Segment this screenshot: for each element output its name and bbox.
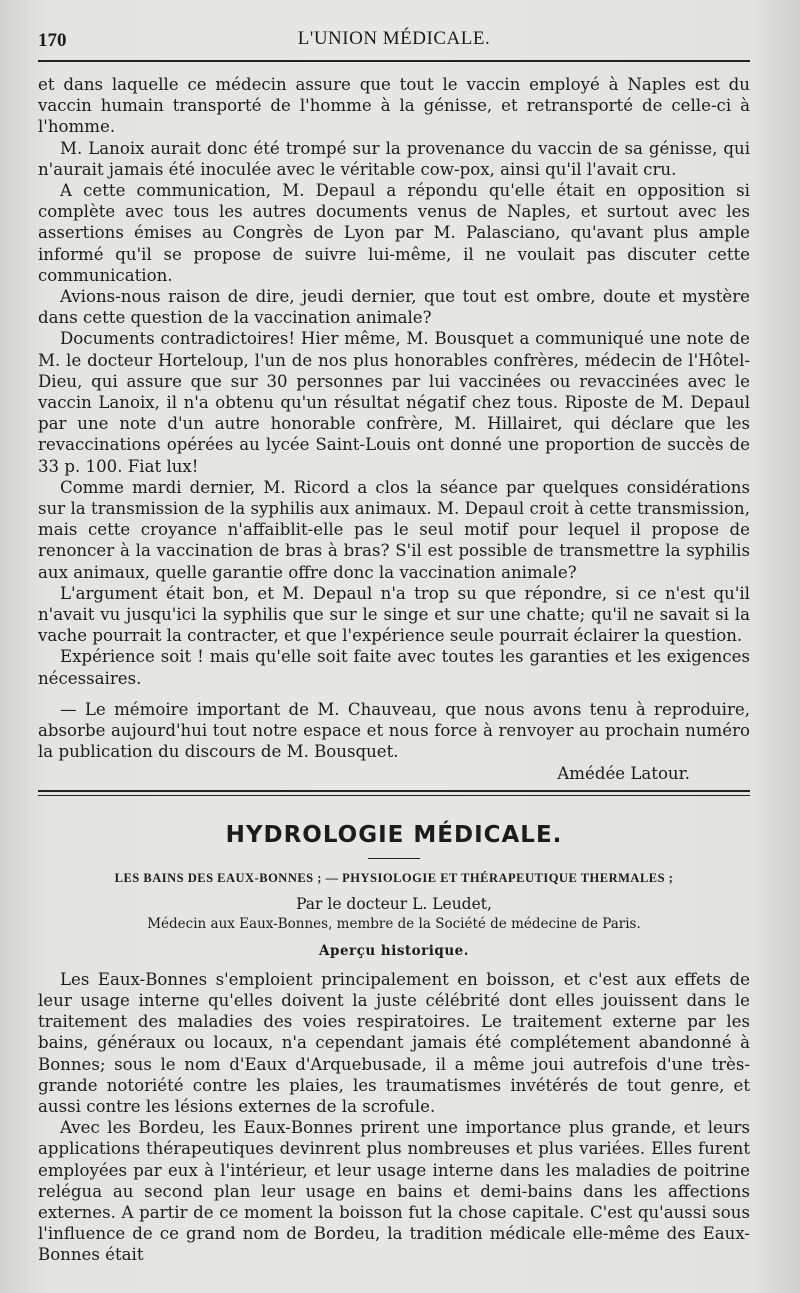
author-affiliation: Médecin aux Eaux-Bonnes, membre de la Société de médecine de Paris. [147, 915, 641, 932]
title-rule [368, 858, 420, 859]
paragraph: M. Lanoix aurait donc été trompé sur la provenance du vaccin de sa génisse, qui n'aurait jamais été inoculée avec le véritable cow-pox, ainsi qu'il l'avait cru. [38, 138, 750, 179]
author-line: Par le docteur L. Leudet, [296, 894, 492, 913]
header-rule [38, 60, 750, 62]
signature [38, 763, 750, 784]
paragraph: — Le mémoire important de M. Chauveau, que nous avons tenu à reproduire, absorbe aujourd'hui tout notre espace et nous force à renvoyer au prochain numéro la publication du discours de M. Bousquet. [38, 699, 750, 762]
paragraph: Avec les Bordeu, les Eaux-Bonnes prirent une importance plus grande, et leurs applications thérapeutiques devinrent plus nombreuses et plus variées. Elles furent employées par eux à l'intérieur, et leur usage interne dans les maladies de poitrine relégua au second plan leur usage en bains et demi-bains dans les affections externes. A partir de ce moment la boisson fut la chose capitale. C'est qu'aussi sous l'influence de ce grand nom de Bordeu, la tradition médicale elle-même des Eaux-Bonnes était [38, 1118, 750, 1265]
subsection-title: Aperçu historique. [319, 942, 469, 959]
paragraph: Avions-nous raison de dire, jeudi dernier, que tout est ombre, doute et mystère dans cette question de la vaccination animale? [38, 287, 750, 328]
page-number: 170 [38, 30, 67, 51]
signature-text: Amédée Latour. [557, 763, 690, 783]
page-header [38, 0, 750, 62]
paragraph: Documents contradictoires! Hier même, M. Bousquet a communiqué une note de M. le docteur Horteloup, l'un de nos plus honorables confrères, médecin de l'Hôtel-Dieu, qui assure que sur 30 personnes par lui vaccinées ou revaccinées avec le vaccin Lanoix, il n'a obtenu qu'un résultat négatif chez tous. Riposte de M. Depaul par une note d'un autre honorable confrère, M. Hillairet, qui déclare que les revaccinations opérées au lycée Saint-Louis ont donné une proportion de succès de 33 p. 100. Fiat lux! [38, 329, 750, 476]
paragraph: Expérience soit ! mais qu'elle soit faite avec toutes les garanties et les exigences nécessaires. [38, 647, 750, 688]
section-divider [38, 790, 750, 796]
article-continuation [38, 74, 750, 784]
paragraph: et dans laquelle ce médecin assure que tout le vaccin employé à Naples est du vaccin humain transporté de l'homme à la génisse, et retransporté de celle-ci à l'homme. [38, 75, 750, 137]
paragraph: Comme mardi dernier, M. Ricord a clos la séance par quelques considérations sur la transmission de la syphilis aux animaux. M. Depaul croit à cette transmission, mais cette croyance n'affaiblit-elle pas le seul motif pour lequel il propose de renoncer à la vaccination de bras à bras? S'il est possible de transmettre la syphilis aux animaux, quelle garantie offre donc la vaccination animale? [38, 477, 750, 582]
paragraph: A cette communication, M. Depaul a répondu qu'elle était en opposition si complète avec tous les autres documents venus de Naples, et surtout avec les assertions émises au Congrès de Lyon par M. Palasciano, qu'avant plus ample informé qu'il se propose de suivre lui-même, il ne voulait pas discuter cette communication. [38, 181, 750, 285]
paragraph: Les Eaux-Bonnes s'emploient principalement en boisson, et c'est aux effets de leur usage interne qu'elles doivent la juste célébrité dont elles jouissent dans le traitement des maladies des voies respiratoires. Le traitement externe par les bains, généraux ou locaux, n'a cependant jamais été complétement abandonné à Bonnes; sous le nom d'Eaux d'Arquebusade, il a même joui autrefois d'une très-grande notoriété contre les plaies, les traumatismes invétérés de tout genre, et aussi contre les lésions externes de la scrofule. [38, 969, 750, 1116]
article-title: LES BAINS DES EAUX-BONNES ; — PHYSIOLOGIE ET THÉRAPEUTIQUE THERMALES ; [114, 870, 674, 885]
paragraph: L'argument était bon, et M. Depaul n'a trop su que répondre, si ce n'est qu'il n'avait vu jusqu'ici la syphilis que sur le singe et sur une chatte; qu'il ne savait si la vache pourrait la contracter, et que l'expérience seule pourrait éclairer la question. [38, 583, 750, 646]
section-title: HYDROLOGIE MÉDICALE. [225, 821, 563, 848]
article-body [38, 969, 750, 1266]
running-title: L'UNION MÉDICALE. [297, 28, 491, 49]
